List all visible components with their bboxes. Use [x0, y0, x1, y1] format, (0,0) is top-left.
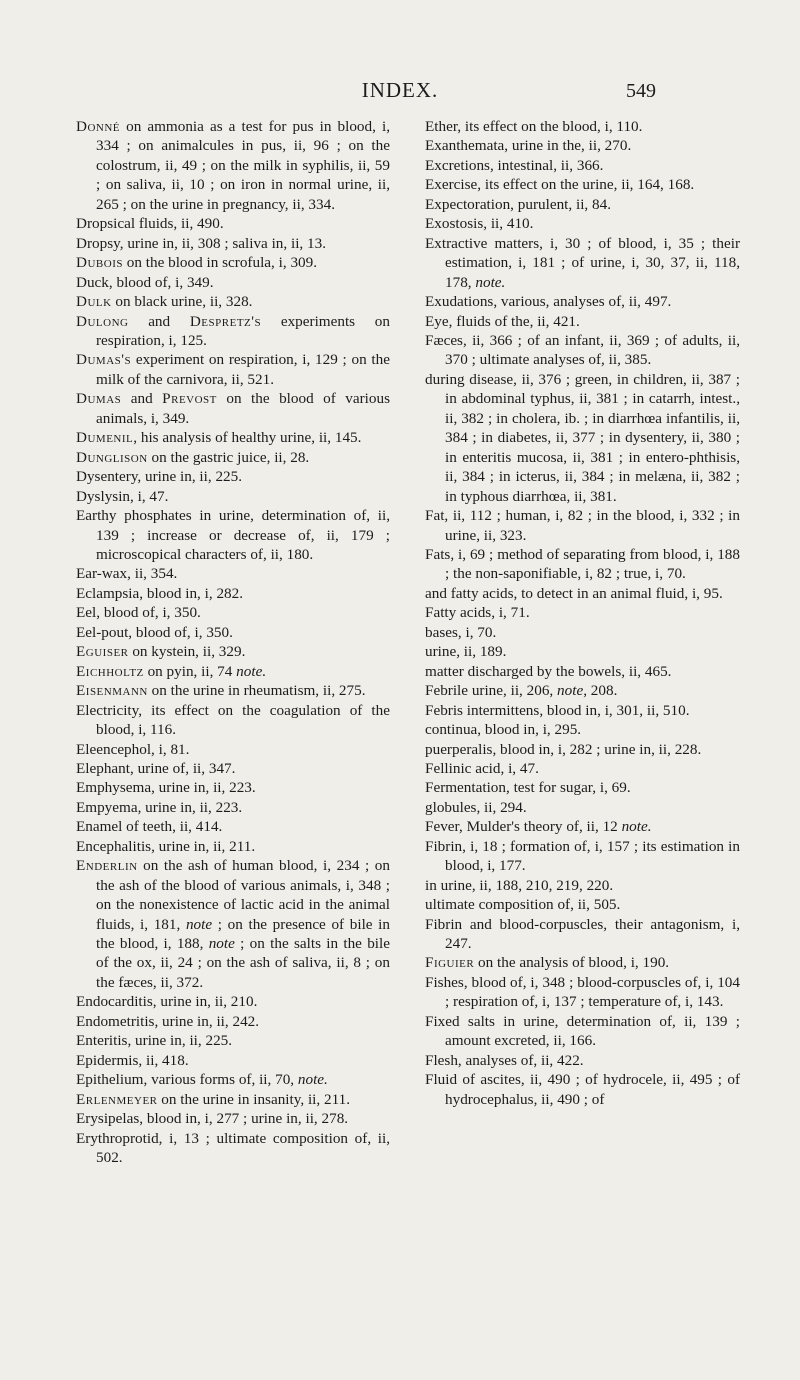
index-entry: Fixed salts in urine, determination of, ii, 139 ; amount excreted, ii, 166.: [425, 1012, 740, 1050]
index-entry: Dubois on the blood in scrofula, i, 309.: [76, 254, 318, 272]
index-entry: Eguiser on kystein, ii, 329.: [76, 643, 246, 661]
index-entry: Exercise, its effect on the urine, ii, 164, 168.: [425, 176, 695, 194]
index-entry: Endocarditis, urine in, ii, 210.: [76, 993, 258, 1011]
index-entry: Fermentation, test for sugar, i, 69.: [425, 779, 631, 797]
index-entry: ultimate composition of, ii, 505.: [425, 896, 621, 914]
index-entry: Enderlin on the ash of human blood, i, 234 ; on the ash of the blood of various animals, i, 348 ; on the nonexistence of lactic acid in the animal fluids, i, 181, note ; on the presence of bile in the blood, i, 188, note ; on the salts in the bile of the ox, ii, 24 ; on the ash of saliva, ii, 8 ; on the fæces, ii, 372.: [76, 857, 390, 991]
index-entry: globules, ii, 294.: [425, 798, 527, 816]
index-entry: bases, i, 70.: [425, 623, 497, 641]
index-entry: in urine, ii, 188, 210, 219, 220.: [425, 876, 614, 894]
index-entry: Fatty acids, i, 71.: [425, 604, 530, 622]
index-entry: Dulong and Despretz's experiments on respiration, i, 125.: [76, 312, 390, 349]
index-entry: Febrile urine, ii, 206, note, 208.: [425, 682, 618, 700]
index-entry: Dumas and Prevost on the blood of various animals, i, 349.: [76, 390, 390, 427]
index-entry: Empyema, urine in, ii, 223.: [76, 798, 243, 816]
index-entry: Eclampsia, blood in, i, 282.: [76, 584, 244, 602]
index-entry: Enamel of teeth, ii, 414.: [76, 818, 223, 836]
index-entry: Emphysema, urine in, ii, 223.: [76, 779, 256, 797]
index-entry: Figuier on the analysis of blood, i, 190.: [425, 954, 670, 972]
index-entry: Exostosis, ii, 410.: [425, 215, 534, 233]
index-entry: Fishes, blood of, i, 348 ; blood-corpuscles of, i, 104 ; respiration of, i, 137 ; temperature of, i, 143.: [425, 973, 740, 1011]
index-entry: Epithelium, various forms of, ii, 70, note.: [76, 1071, 328, 1089]
index-entry: Duck, blood of, i, 349.: [76, 273, 214, 291]
index-entry: urine, ii, 189.: [425, 643, 507, 661]
index-entry: Erysipelas, blood in, i, 277 ; urine in, ii, 278.: [76, 1110, 349, 1128]
index-entry: Eleencephol, i, 81.: [76, 740, 190, 758]
index-entry: Donné on ammonia as a test for pus in blood, i, 334 ; on animalcules in pus, ii, 96 ; on the colostrum, ii, 49 ; on the milk in syphilis, ii, 59 ; on saliva, ii, 10 ; on iron in normal urine, ii, 265 ; on the urine in pregnancy, ii, 334.: [76, 118, 390, 213]
index-entry: Encephalitis, urine in, ii, 211.: [76, 837, 256, 855]
index-entry: Erlenmeyer on the urine in insanity, ii, 211.: [76, 1090, 350, 1108]
page-number: 549: [626, 80, 656, 102]
index-entry: Dropsical fluids, ii, 490.: [76, 215, 224, 233]
index-entry: Eisenmann on the urine in rheumatism, ii, 275.: [76, 682, 366, 700]
index-entry: Dysentery, urine in, ii, 225.: [76, 468, 243, 486]
index-entry: Dropsy, urine in, ii, 308 ; saliva in, ii, 13.: [76, 234, 327, 252]
index-entry: Dyslysin, i, 47.: [76, 487, 169, 505]
index-entry: Eichholtz on pyin, ii, 74 note.: [76, 662, 267, 680]
index-entry: Electricity, its effect on the coagulation of the blood, i, 116.: [76, 701, 390, 739]
index-entry: Expectoration, purulent, ii, 84.: [425, 195, 612, 213]
left-column: [76, 117, 390, 1167]
index-entry: Fellinic acid, i, 47.: [425, 759, 539, 777]
page-header: [0, 78, 800, 104]
index-entry: Earthy phosphates in urine, determination of, ii, 139 ; increase or decrease of, ii, 179 ; microscopical characters of, ii, 180.: [76, 507, 390, 563]
index-entry: Febris intermittens, blood in, i, 301, ii, 510.: [425, 701, 690, 719]
index-entry: Epidermis, ii, 418.: [76, 1051, 189, 1069]
index-entry: puerperalis, blood in, i, 282 ; urine in, ii, 228.: [425, 740, 702, 758]
index-entry: Eel, blood of, i, 350.: [76, 604, 201, 622]
index-entry: Fibrin and blood-corpuscles, their antagonism, i, 247.: [425, 915, 740, 953]
index-entry: during disease, ii, 376 ; green, in children, ii, 387 ; in abdominal typhus, ii, 381 ; in catarrh, intest., ii, 382 ; in cholera, ib. ; in diarrhœa infantilis, ii, 384 ; in diabetes, ii, 377 ; in dysentery, ii, 380 ; in enteritis mucosa, ii, 381 ; in entero-phthisis, ii, 384 ; in icterus, ii, 384 ; in melæna, ii, 382 ; in typhous diarrhœa, ii, 381.: [425, 370, 740, 505]
index-entry: Dulk on black urine, ii, 328.: [76, 293, 253, 311]
index-entry: Endometritis, urine in, ii, 242.: [76, 1012, 260, 1030]
index-entry: Flesh, analyses of, ii, 422.: [425, 1051, 584, 1069]
index-entry: Fluid of ascites, ii, 490 ; of hydrocele, ii, 495 ; of hydrocephalus, ii, 490 ; of: [425, 1071, 740, 1108]
index-entry: Exanthemata, urine in the, ii, 270.: [425, 137, 632, 155]
index-entry: Erythroprotid, i, 13 ; ultimate composition of, ii, 502.: [76, 1129, 390, 1167]
index-entry: Fever, Mulder's theory of, ii, 12 note.: [425, 818, 652, 836]
right-column: [425, 117, 740, 1109]
page-title: INDEX.: [361, 78, 439, 102]
index-entry: Eel-pout, blood of, i, 350.: [76, 623, 233, 641]
index-entry: Enteritis, urine in, ii, 225.: [76, 1032, 233, 1050]
index-entry: Elephant, urine of, ii, 347.: [76, 759, 236, 777]
index-entry: Fats, i, 69 ; method of separating from blood, i, 188 ; the non-saponifiable, i, 82 ; true, i, 70.: [425, 545, 740, 583]
index-entry: Ether, its effect on the blood, i, 110.: [425, 118, 643, 135]
index-entry: Dumas's experiment on respiration, i, 129 ; on the milk of the carnivora, ii, 521.: [76, 351, 390, 388]
index-entry: Fat, ii, 112 ; human, i, 82 ; in the blood, i, 332 ; in urine, ii, 323.: [425, 507, 740, 544]
index-entry: Fibrin, i, 18 ; formation of, i, 157 ; its estimation in blood, i, 177.: [425, 837, 740, 875]
index-entry: Dumenil, his analysis of healthy urine, ii, 145.: [76, 429, 362, 447]
index-entry: Exudations, various, analyses of, ii, 497.: [425, 293, 672, 311]
index-entry: Eye, fluids of the, ii, 421.: [425, 312, 580, 330]
index-entry: and fatty acids, to detect in an animal fluid, i, 95.: [425, 584, 723, 602]
index-entry: Excretions, intestinal, ii, 366.: [425, 156, 604, 174]
index-entry: matter discharged by the bowels, ii, 465.: [425, 662, 672, 680]
index-entry: Extractive matters, i, 30 ; of blood, i, 35 ; their estimation, i, 181 ; of urine, i, 30, 37, ii, 118, 178, note.: [425, 234, 740, 291]
index-entry: Dunglison on the gastric juice, ii, 28.: [76, 448, 310, 466]
index-entry: continua, blood in, i, 295.: [425, 721, 582, 739]
index-entry: Fæces, ii, 366 ; of an infant, ii, 369 ; of adults, ii, 370 ; ultimate analyses of, ii, 385.: [425, 331, 740, 369]
index-entry: Ear-wax, ii, 354.: [76, 565, 178, 583]
